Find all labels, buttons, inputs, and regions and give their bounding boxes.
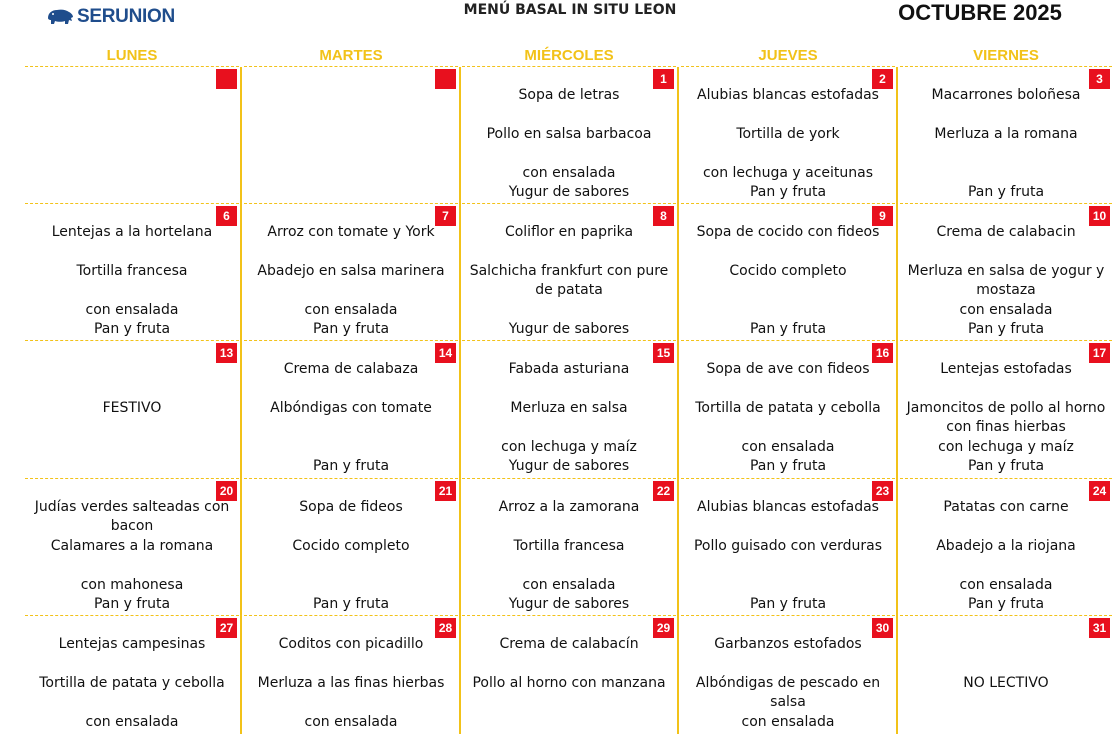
day-cell [899,615,1113,752]
day-cell [243,615,459,752]
day-cell [24,615,240,752]
day-header-1: LUNES [106,47,158,64]
day-header-2: MARTES [319,47,383,64]
menu-second: Tortilla de york [736,126,840,142]
menu-first: Arroz a la zamorana [498,499,640,515]
day-cell [461,340,677,477]
menu-dessert: Pan y fruta [312,458,390,474]
day-cell [680,66,896,203]
menu-first: Crema de calabacín [499,636,639,652]
day-cell [461,615,677,752]
menu-first: Judías verdes salteadas con bacon [34,499,230,534]
menu-second: Albóndigas con tomate [270,400,432,416]
menu-side: con lechuga y aceitunas [702,165,874,181]
day-cell [243,203,459,340]
day-number-badge: 16 [872,343,893,363]
menu-second: Cocido completo [729,263,847,279]
menu-dessert: Pan y fruta [93,321,171,337]
menu-first: Arroz con tomate y York [267,224,435,240]
day-number-badge: 24 [1089,481,1110,501]
menu-side: con ensalada [522,577,616,593]
menu-second: FESTIVO [102,400,162,416]
menu-first: Lentejas campesinas [58,636,206,652]
menu-side: con ensalada [304,714,398,730]
menu-second: Jamoncitos de pollo al horno con finas hierbas [906,400,1106,435]
day-number-badge [216,69,237,89]
menu-second: Merluza a las finas hierbas [257,675,445,691]
menu-grid [24,0,1113,734]
day-number-badge: 8 [653,206,674,226]
day-number-badge: 28 [435,618,456,638]
menu-side: con ensalada [741,439,835,455]
day-header-3: MIÉRCOLES [524,47,614,64]
menu-first: Alubias blancas estofadas [697,499,879,515]
menu-second: Albóndigas de pescado en salsa [695,675,881,710]
menu-second: Calamares a la romana [50,538,214,554]
menu-dessert: Yugur de sabores [508,596,630,612]
day-number-badge: 15 [653,343,674,363]
day-number-badge: 14 [435,343,456,363]
menu-first: Sopa de fideos [299,499,403,515]
menu-first: Crema de calabacin [936,224,1076,240]
menu-side: con ensalada [522,165,616,181]
day-cell [461,478,677,615]
menu-second: Tortilla francesa [513,538,625,554]
column-divider [240,67,242,734]
menu-second: Merluza en salsa [510,400,628,416]
menu-second: Pollo al horno con manzana [472,675,666,691]
day-cell [243,66,459,203]
day-cell [24,478,240,615]
menu-dessert: Pan y fruta [312,596,390,612]
column-divider [677,67,679,734]
day-number-badge: 13 [216,343,237,363]
day-cell [243,340,459,477]
menu-dessert: Pan y fruta [967,458,1045,474]
menu-side: con ensalada [85,714,179,730]
menu-second: Pollo en salsa barbacoa [486,126,652,142]
menu-first: Crema de calabaza [283,361,419,377]
menu-side: con ensalada [959,577,1053,593]
menu-second: Salchicha frankfurt con pure de patata [469,263,669,298]
menu-dessert: Yugur de sabores [508,184,630,200]
day-number-badge: 22 [653,481,674,501]
menu-side: con ensalada [85,302,179,318]
logo-text: SERUNION [77,6,175,27]
menu-second: Tortilla de patata y cebolla [695,400,881,416]
menu-second: NO LECTIVO [963,675,1049,691]
day-number-badge: 27 [216,618,237,638]
menu-dessert: Pan y fruta [749,458,827,474]
day-number-badge: 30 [872,618,893,638]
menu-side: con lechuga y maíz [938,439,1074,455]
day-cell [899,203,1113,340]
menu-dessert: Yugur de sabores [508,321,630,337]
menu-first: Garbanzos estofados [714,636,862,652]
day-header-4: JUEVES [758,47,818,64]
menu-second: Cocido completo [292,538,410,554]
menu-dessert: Pan y fruta [749,596,827,612]
menu-dessert: Pan y fruta [749,184,827,200]
day-number-badge [435,69,456,89]
menu-first: Lentejas a la hortelana [51,224,213,240]
day-number-badge: 10 [1089,206,1110,226]
day-cell [680,203,896,340]
day-number-badge: 23 [872,481,893,501]
menu-first: Lentejas estofadas [940,361,1072,377]
menu-side: con mahonesa [80,577,184,593]
day-cell [680,478,896,615]
menu-side: con ensalada [741,714,835,730]
menu-dessert: Yugur de sabores [508,458,630,474]
column-divider [896,67,898,734]
day-cell [680,340,896,477]
day-cell [461,66,677,203]
menu-second: Merluza a la romana [934,126,1078,142]
menu-side: con ensalada [959,302,1053,318]
menu-second: Merluza en salsa de yogur y mostaza [907,263,1105,298]
menu-second: Abadejo a la riojana [936,538,1076,554]
menu-second: Tortilla francesa [76,263,188,279]
day-number-badge: 31 [1089,618,1110,638]
menu-dessert: Pan y fruta [967,321,1045,337]
menu-title: MENÚ BASAL IN SITU LEON [463,2,677,18]
day-cell [461,203,677,340]
day-cell [899,340,1113,477]
day-cell [899,478,1113,615]
menu-first: Sopa de ave con fideos [706,361,870,377]
day-number-badge: 2 [872,69,893,89]
menu-first: Fabada asturiana [508,361,630,377]
menu-first: Sopa de letras [518,87,620,103]
menu-second: Abadejo en salsa marinera [257,263,445,279]
day-cell [899,66,1113,203]
month-title: OCTUBRE 2025 [898,0,1062,25]
day-number-badge: 21 [435,481,456,501]
day-cell [24,340,240,477]
day-cell [243,478,459,615]
day-number-badge: 1 [653,69,674,89]
day-number-badge: 17 [1089,343,1110,363]
day-cell [24,66,240,203]
day-number-badge: 7 [435,206,456,226]
menu-second: Tortilla de patata y cebolla [39,675,225,691]
day-number-badge: 20 [216,481,237,501]
menu-side: con ensalada [304,302,398,318]
menu-second: Pollo guisado con verduras [693,538,883,554]
day-number-badge: 9 [872,206,893,226]
menu-first: Patatas con carne [943,499,1069,515]
menu-first: Coditos con picadillo [278,636,424,652]
menu-first: Coliflor en paprika [504,224,634,240]
day-number-badge: 29 [653,618,674,638]
day-header-5: VIERNES [973,47,1039,64]
menu-dessert: Pan y fruta [312,321,390,337]
menu-dessert: Pan y fruta [749,321,827,337]
menu-first: Macarrones boloñesa [931,87,1081,103]
day-cell [680,615,896,752]
menu-dessert: Pan y fruta [967,596,1045,612]
day-cell [24,203,240,340]
menu-first: Sopa de cocido con fideos [696,224,880,240]
day-number-badge: 6 [216,206,237,226]
menu-first: Alubias blancas estofadas [697,87,879,103]
menu-dessert: Pan y fruta [93,596,171,612]
day-number-badge: 3 [1089,69,1110,89]
menu-side: con lechuga y maíz [501,439,637,455]
menu-dessert: Pan y fruta [967,184,1045,200]
